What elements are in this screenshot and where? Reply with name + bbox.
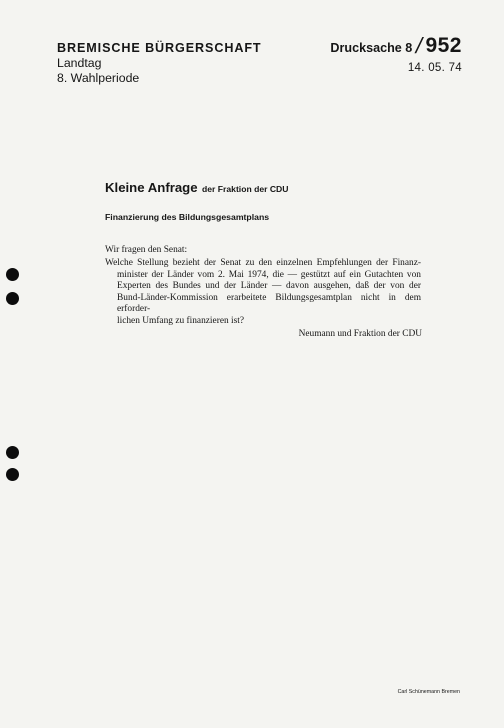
question-line: Bund-Länder-Kommission erarbeitete Bildungsgesamtplan nicht in dem erforder- [117,292,421,315]
punch-hole [6,446,19,459]
signature: Neumann und Fraktion der CDU [298,329,422,339]
title-sub: der Fraktion der CDU [202,184,289,194]
document-title [105,179,288,197]
question-line: minister der Länder vom 2. Mai 1974, die — gestützt auf ein Gutachten von [117,269,421,280]
title-main: Kleine Anfrage [105,180,198,195]
drucksache-slash: / [413,33,426,58]
punch-hole [6,292,19,305]
punch-hole [6,468,19,481]
document-reference [330,35,462,74]
subject-line: Finanzierung des Bildungsgesamtplans [105,212,270,222]
legislative-period: 8. Wahlperiode [57,71,140,86]
question-line: Experten des Bundes und der Länder — davon ausgehen, daß der von der [117,281,421,292]
legislature-body: Landtag [57,56,102,71]
letterhead [57,41,262,86]
question-line: lichen Umfang zu finanzieren ist? [117,315,245,326]
organization-name: BREMISCHE BÜRGERSCHAFT [57,41,262,55]
intro-text: Wir fragen den Senat: [105,245,188,255]
drucksache-number: 952 [425,34,462,57]
drucksache-label: Drucksache 8 [330,41,413,55]
question-paragraph [105,258,421,328]
document-date: 14. 05. 74 [407,62,462,74]
question-line: Welche Stellung bezieht der Senat zu den einzelnen Empfehlungen der Finanz- [105,258,421,268]
printer-imprint: Carl Schünemann Bremen [397,689,460,695]
punch-hole [6,268,19,281]
